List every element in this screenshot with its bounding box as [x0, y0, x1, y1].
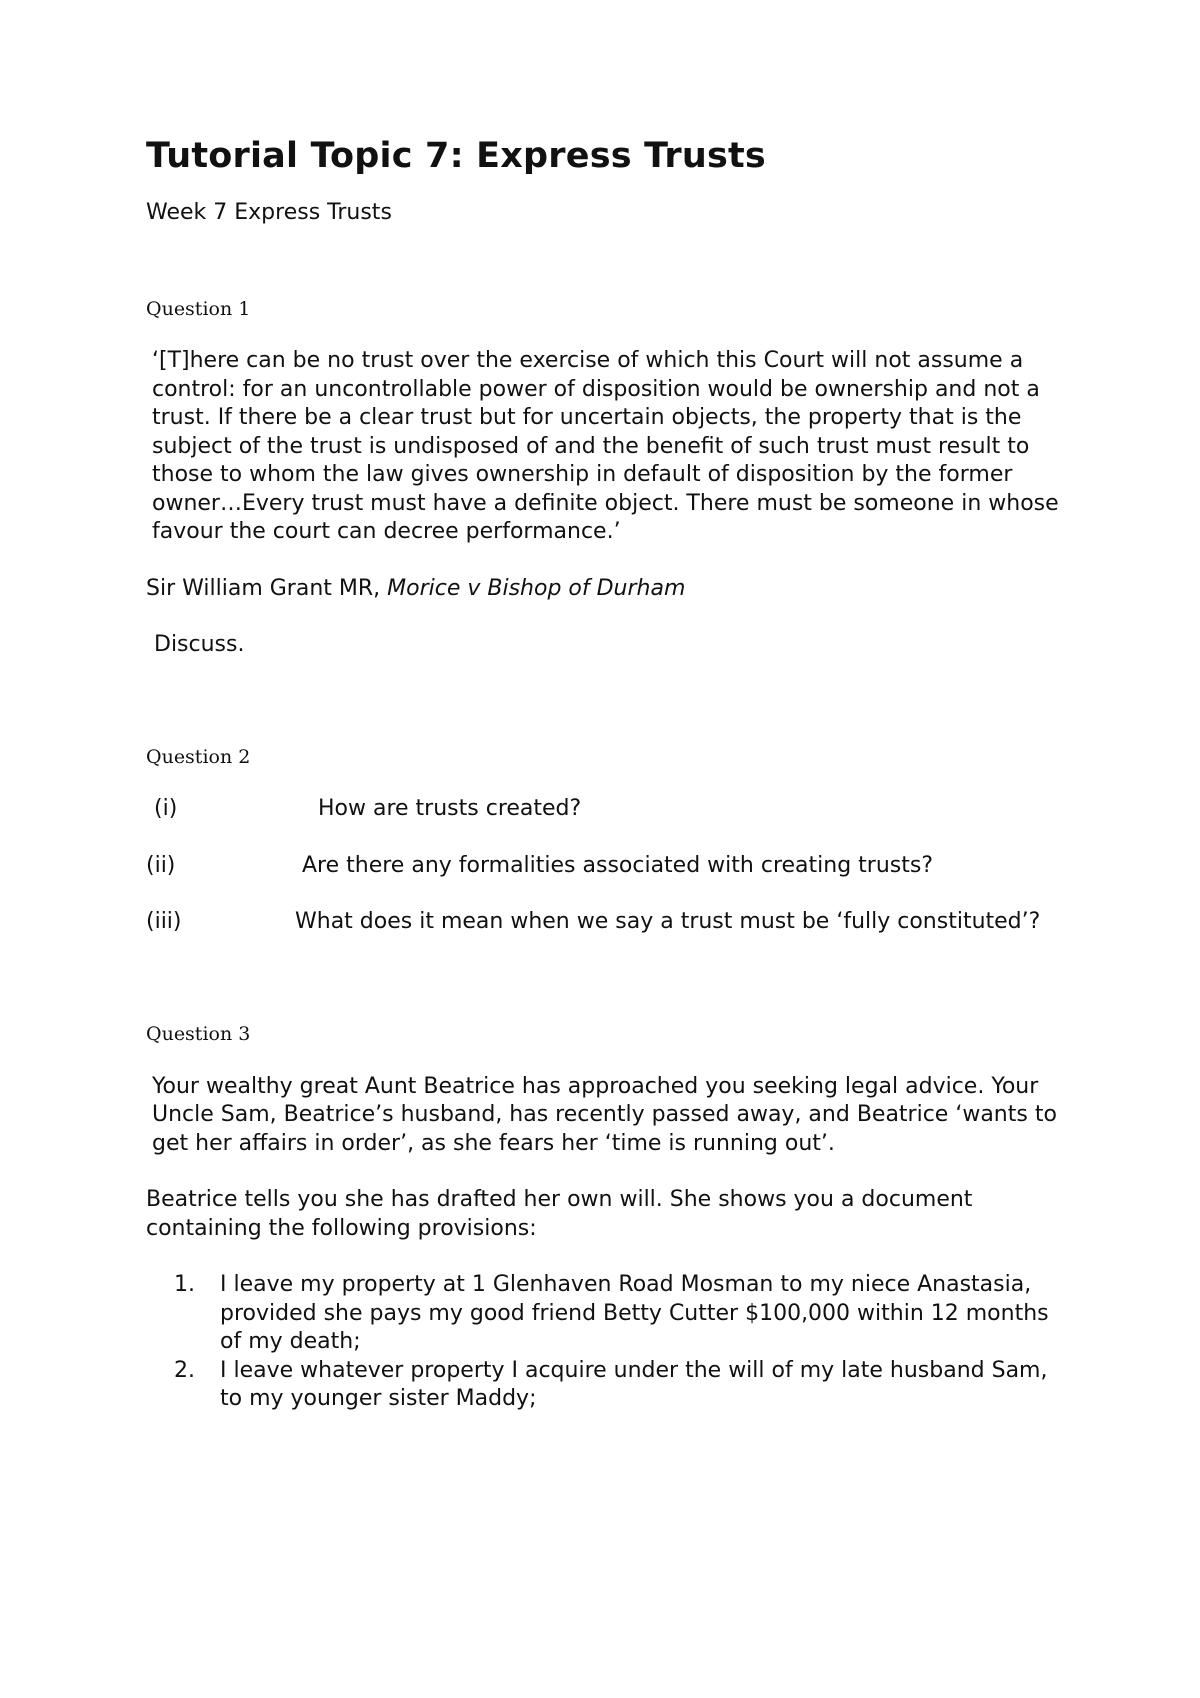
item-number: (iii) [146, 909, 182, 935]
provisions-list [146, 1271, 1076, 1414]
item-text: Are there any formalities associated with creating trusts? [302, 852, 933, 878]
list-item [146, 1357, 1076, 1414]
question-2-item [146, 908, 1076, 937]
question-3-heading: Question 3 [146, 1022, 251, 1045]
question-1-section [146, 297, 1076, 660]
list-item-text: I leave whatever property I acquire under the will of my late husband Sam, to my younger sister Maddy; [220, 1357, 1048, 1412]
question-3-intro: Your wealthy great Aunt Beatrice has approached you seeking legal advice. Your Uncle Sam, Beatrice’s husband, has recently passed away, and Beatrice ‘wants to get her affairs in order’, as she fears her ‘time is running out’. [152, 1073, 1057, 1156]
question-1-heading: Question 1 [146, 297, 251, 320]
item-text: What does it mean when we say a trust must be ‘fully constituted’? [295, 909, 1041, 935]
citation-case: Morice v Bishop of Durham [387, 575, 686, 601]
list-number: 1. [174, 1272, 195, 1298]
page-title: Tutorial Topic 7: Express Trusts [146, 136, 766, 176]
question-1-citation [146, 575, 1076, 604]
question-2-item [146, 852, 1076, 881]
item-number: (i) [154, 796, 178, 822]
document-body [146, 135, 1076, 1414]
question-3-section [146, 1022, 1076, 1414]
page-subtitle: Week 7 Express Trusts [146, 200, 392, 225]
item-text: How are trusts created? [318, 796, 582, 822]
item-number: (ii) [146, 852, 176, 878]
question-2-heading: Question 2 [146, 745, 251, 768]
question-2-item [146, 795, 1076, 824]
question-3-context: Beatrice tells you she has drafted her own will. She shows you a document containing the following provisions: [146, 1187, 973, 1241]
question-1-quote: ‘[T]here can be no trust over the exercise of which this Court will not assume a control: for an uncontrollable power of disposition would be ownership and not a trust. If there be a clear trust but for uncertain objects, the property that is the subject of the trust is undisposed of and the benefit of such trust must result to those to whom the law gives ownership in default of disposition by the former owner…Every trust must have a definite object. There must be someone in whose favour the court can decree performance.’ [152, 348, 1059, 545]
list-item-text: I leave my property at 1 Glenhaven Road Mosman to my niece Anastasia, provided she pays my good friend Betty Cutter $100,000 within 12 months of my death; [220, 1272, 1049, 1355]
question-1-instruction: Discuss. [154, 632, 245, 658]
citation-author: Sir William Grant MR, [146, 575, 388, 601]
question-2-section [146, 745, 1076, 937]
list-item [146, 1271, 1076, 1357]
list-number: 2. [174, 1357, 195, 1383]
